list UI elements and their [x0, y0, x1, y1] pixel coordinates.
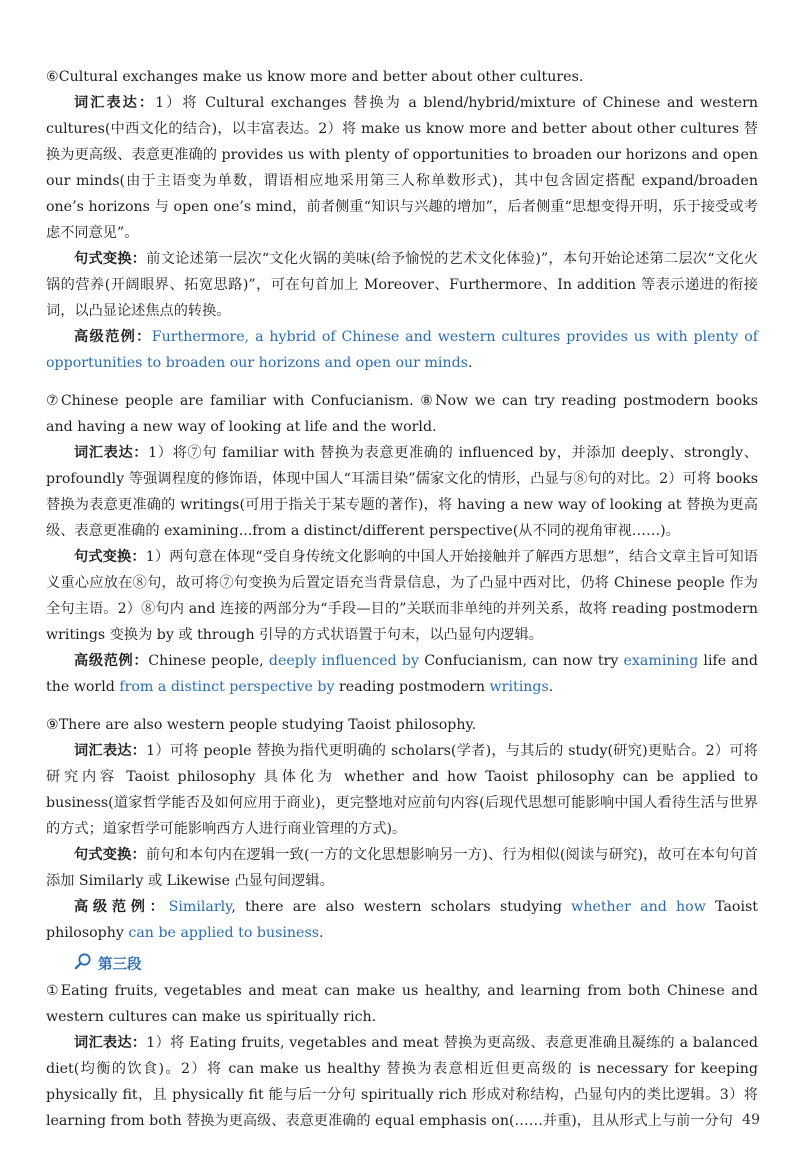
- vocab-label: 词汇表达：: [74, 445, 149, 461]
- vocab-note-7-8: [46, 440, 758, 544]
- syntax-note-6: [46, 246, 758, 324]
- original-sentence-6: ⑥Cultural exchanges make us know more and better about other cultures.: [46, 69, 584, 85]
- syntax-label: 句式变换：: [74, 847, 146, 863]
- syntax-text-7-8: 1）两句意在体现“受自身传统文化影响的中国人开始接触并了解西方思想”，结合文章主旨可知语义重心应放在⑧句，故可将⑦句变换为后置定语充当背景信息，为了凸显中西对比，仍将 Chinese people 作为全句主语。2）⑧句内 and 连接的两部分为“手段—目的”关联而非单纯的并列关系，故将 reading postmodern writings 变换为 by 或 through 引导的方式状语置于句末，以凸显句内逻辑。: [46, 549, 758, 643]
- example-highlight: deeply influenced by: [268, 653, 420, 669]
- vocab-note-s3-1: [46, 1030, 758, 1134]
- example-highlight: from a distinct perspective by: [119, 679, 335, 695]
- example-plain: .: [319, 925, 324, 941]
- example-label: 高级范例：: [74, 899, 169, 915]
- syntax-note-9: [46, 842, 758, 894]
- syntax-note-7-8: [46, 544, 758, 648]
- example-highlight: whether and how: [571, 899, 706, 915]
- example-plain: life and the world: [46, 653, 758, 695]
- example-plain: Confucianism, can now try: [419, 653, 624, 669]
- vocab-text-s3-1: 1）将 Eating fruits, vegetables and meat 替换为更高级、表意更准确且凝练的 a balanced diet(均衡的饮食)。2）将 can make us healthy 替换为表意相近但更高级的 is necessary for keeping physically fit，且 physically fit 能与后一分句 spiritually rich 形成对称结构，凸显句内的类比逻辑。3）将 learning from both 替换为更高级、表意更准确的 equal emphasis on(……并重)，且从形式上与前一分句: [46, 1035, 758, 1129]
- vocab-text-7-8: 1）将⑦句 familiar with 替换为表意更准确的 influenced by，并添加 deeply、strongly、profoundly 等强调程度的修饰语，体现中国人“耳濡目染”儒家文化的情形，凸显与⑧句的对比。2）可将 books 替换为表意更准确的 writings(可用于指关于某专题的著作)，将 having a new way of looking at 替换为更高级、表意更准确的 examining...from a distinct/different perspective(从不同的视角审视……)。: [46, 445, 758, 539]
- example-7-8: [46, 648, 758, 700]
- page-number: 49: [742, 1112, 760, 1128]
- vocab-label: 词汇表达：: [74, 95, 156, 111]
- syntax-label: 句式变换：: [74, 251, 147, 267]
- section-title: 第三段: [98, 956, 142, 973]
- syntax-label: 句式变换：: [74, 549, 146, 565]
- example-text-6: Furthermore, a hybrid of Chinese and western cultures provides us with plenty of opportunities to broaden our horizons and open our minds: [46, 329, 758, 371]
- vocab-text-9: 1）可将 people 替换为指代更明确的 scholars(学者)，与其后的 study(研究)更贴合。2）可将研究内容 Taoist philosophy 具体化为 whether and how Taoist philosophy can be applied to business(道家哲学能否及如何应用于商业)，更完整地对应前句内容(后现代思想可能影响中国人看待生活与世界的方式；道家哲学可能影响西方人进行商业管理的方式)。: [46, 743, 758, 837]
- syntax-text-9: 前句和本句内在逻辑一致(一方的文化思想影响另一方)、行为相似(阅读与研究)，故可在本句句首添加 Similarly 或 Likewise 凸显句间逻辑。: [46, 847, 758, 889]
- example-highlight: writings: [489, 679, 549, 695]
- magnifier-icon: [74, 952, 92, 974]
- page-content: [46, 64, 758, 1134]
- vocab-label: 词汇表达：: [74, 743, 147, 759]
- example-highlight: examining: [623, 653, 699, 669]
- vocab-note-6: [46, 90, 758, 246]
- section-heading-3: [74, 950, 758, 976]
- example-6: [46, 324, 758, 376]
- syntax-text-6: 前文论述第一层次“文化火锅的美味(给予愉悦的艺术文化体验)”，本句开始论述第二层次“文化火锅的营养(开阔眼界、拓宽思路)”，可在句首加上 Moreover、Furthermore、In addition 等表示递进的衔接词，以凸显论述焦点的转换。: [46, 251, 758, 319]
- example-9: [46, 894, 758, 946]
- example-end-6: .: [467, 355, 473, 371]
- vocab-label: 词汇表达：: [74, 1035, 147, 1051]
- original-sentence-7-8: ⑦Chinese people are familiar with Confucianism. ⑧Now we can try reading postmodern books and having a new way of looking at life and the world.: [46, 393, 758, 435]
- vocab-note-9: [46, 738, 758, 842]
- example-plain: reading postmodern: [334, 679, 490, 695]
- vocab-text-6: 1）将 Cultural exchanges 替换为 a blend/hybrid/mixture of Chinese and western cultures(中西文化的结合)，以丰富表达。2）将 make us know more and better about other cultures 替换为更高级、表意更准确的 provides us with plenty of opportunities to broaden our horizons and open our minds(由于主语变为单数，谓语相应地采用第三人称单数形式)，其中包含固定搭配 expand/broaden one’s horizons 与 open one’s mind，前者侧重“知识与兴趣的增加”，后者侧重“思想变得开明，乐于接受或考虑不同意见”。: [46, 95, 758, 241]
- original-sentence-s3-1: ①Eating fruits, vegetables and meat can make us healthy, and learning from both Chinese and western cultures can make us spiritually rich.: [46, 983, 758, 1025]
- example-plain: , there are also western scholars studying: [231, 899, 572, 915]
- example-label: 高级范例：: [74, 329, 152, 345]
- example-plain: .: [548, 679, 554, 695]
- example-plain: Taoist philosophy: [46, 899, 758, 941]
- example-plain: Chinese people,: [148, 653, 269, 669]
- example-highlight: can be applied to business: [128, 925, 320, 941]
- original-sentence-9: ⑨There are also western people studying Taoist philosophy.: [46, 717, 477, 733]
- example-label: 高级范例：: [74, 653, 149, 669]
- example-highlight: Similarly: [168, 899, 232, 915]
